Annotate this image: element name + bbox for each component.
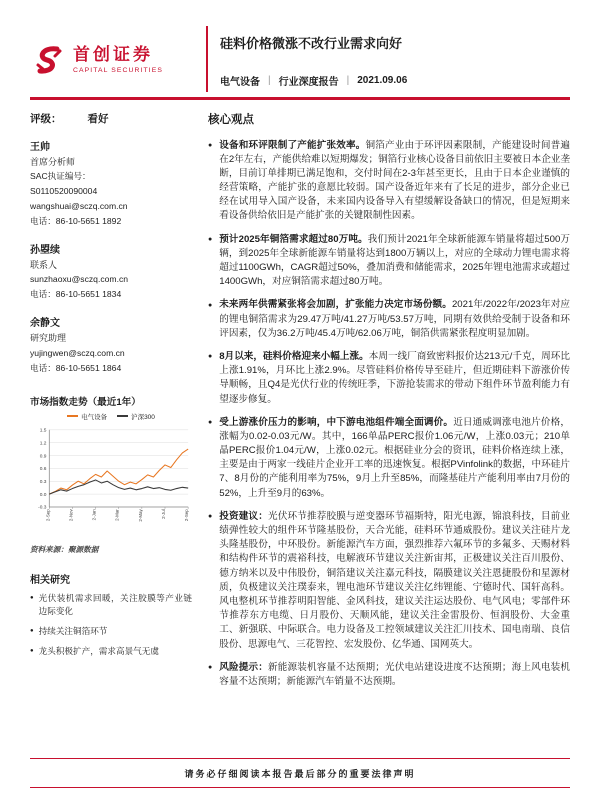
analyst-email: sunzhaoxu@sczq.com.cn bbox=[30, 274, 129, 285]
bullet-dot-icon: ● bbox=[30, 627, 34, 634]
legend-item bbox=[117, 412, 155, 421]
bullet-dot-icon: ● bbox=[208, 353, 213, 361]
core-view-body: 2021年/2022年/2023年对应的锂电铜箔需求为29.47万吨/41.27万吨/53.57万吨，同期有效供给受制于设备和环评因素，仅为36.2万吨/45.4万吨/62.06万吨，铜箔供需紧张程度明显加剧。 bbox=[219, 299, 570, 339]
core-view-item bbox=[208, 233, 570, 290]
analyst-name: 王帅 bbox=[30, 141, 50, 153]
chart-plot-area bbox=[30, 422, 192, 541]
core-view-text bbox=[219, 298, 570, 341]
bullet-dot-icon: ● bbox=[30, 647, 34, 654]
core-view-lead: 预计2025年铜箔需求超过80万吨。 bbox=[219, 233, 368, 245]
core-views-section bbox=[208, 111, 570, 699]
svg-text:2-May: 2-May bbox=[137, 509, 143, 522]
rating-row bbox=[30, 111, 192, 126]
legend-label-series1: 电气设备 bbox=[81, 413, 108, 421]
analyst-block bbox=[30, 317, 192, 375]
brand-names bbox=[73, 46, 163, 74]
core-view-body: 近日通威调涨电池片价格，涨幅为0.02-0.03元/W。其中，166单晶PERC报价1.06元/W，上涨0.03元；210单晶PERC报价1.04元/W，上涨0.02元。根据硅业分会的资讯，硅料价格连续上涨，主要是由于两家一线硅片企业开工率的迅速恢复。根据PVinfolink的数据，中环硅片7、8月份的产能利用率为75%，9月上升至85%，而隆基硅片产能利用率由7月份的52%，上升至9月的63%。 bbox=[219, 416, 571, 499]
bullet-dot-icon: ● bbox=[208, 142, 213, 149]
section-title: 核心观点 bbox=[208, 113, 254, 126]
analyst-block bbox=[30, 141, 192, 230]
analyst-name: 孙曌续 bbox=[30, 245, 60, 257]
report-title: 硅料价格微涨不改行业需求向好 bbox=[220, 36, 403, 51]
analyst-email: yujingwen@sczq.com.cn bbox=[30, 347, 125, 358]
legend-label-series2: 沪深300 bbox=[131, 413, 155, 421]
svg-text:2-Jan: 2-Jan bbox=[91, 509, 97, 521]
svg-text:0.0: 0.0 bbox=[39, 492, 47, 498]
core-view-body: 铜箔产业由于环评因素限制，产能建设时间普遍在2年左右，产能供给难以短期爆发；铜箔行业核心设备目前依旧主要被日本企业垄断，目前订单排期已满足饱和，交付时间在2-3年甚至更长，且由于日本企业谨慎的经营策略，产能扩张的意愿比较弱。国产设备近年来有了长足的进步，部分企业已经在试用导入国产设备，未来国内设备导入有望缓解设备缺口的情况，但是短期来看设备供给依旧是产能扩张的关键限制性因素。 bbox=[219, 139, 571, 222]
industry-label: 电气设备 bbox=[220, 77, 260, 88]
report-date: 2021.09.06 bbox=[357, 75, 408, 86]
bullet-dot-icon: ● bbox=[208, 419, 213, 427]
brand-block bbox=[30, 24, 206, 92]
report-type-label: 行业深度报告 bbox=[278, 77, 339, 88]
core-view-item bbox=[208, 298, 570, 341]
svg-text:0.9: 0.9 bbox=[39, 454, 47, 460]
related-research-item bbox=[30, 592, 192, 618]
svg-text:-0.3: -0.3 bbox=[38, 505, 47, 511]
analyst-email: wangshuai@sczq.com.cn bbox=[30, 200, 128, 211]
core-view-text bbox=[219, 233, 570, 290]
brand-name-cn: 首创证券 bbox=[73, 45, 153, 65]
legend-swatch-series2 bbox=[117, 415, 128, 417]
related-research bbox=[30, 571, 192, 658]
core-view-item bbox=[208, 510, 570, 652]
svg-text:2-Jul: 2-Jul bbox=[161, 509, 166, 519]
core-view-item bbox=[208, 661, 570, 689]
header-right bbox=[220, 24, 570, 90]
related-item-text: 光伏装机需求回暖，关注胶膜等产业链边际变化 bbox=[38, 592, 192, 616]
core-view-item bbox=[208, 139, 570, 224]
svg-text:2-Sep: 2-Sep bbox=[184, 509, 190, 522]
core-view-lead: 8月以来，硅料价格迎来小幅上涨。 bbox=[219, 350, 369, 362]
meta-separator: | bbox=[346, 75, 350, 86]
core-view-lead: 设备和环评限制了产能扩张效率。 bbox=[219, 139, 366, 151]
related-item-text: 龙头积极扩产，需求高景气无虞 bbox=[38, 645, 159, 656]
svg-text:2-Sep: 2-Sep bbox=[45, 509, 51, 522]
bullet-dot-icon: ● bbox=[208, 513, 213, 521]
core-view-body: 我们预计2021年全球新能源车销量将超过500万辆，到2025年全球新能源车销量将达到1800万辆以上，对应的全球动力锂电需求将超过1100GWh，CAGR超过50%，叠加消费和储能需求，2025年锂电池需求或超过1400GWh，对应铜箔需求超过80万吨。 bbox=[219, 233, 570, 288]
bullet-dot-icon: ● bbox=[208, 301, 213, 309]
core-view-text bbox=[219, 416, 570, 501]
related-research-item bbox=[30, 625, 192, 638]
core-view-text bbox=[219, 510, 570, 652]
header-rule bbox=[30, 97, 570, 100]
brand-name-en: CAPITAL SECURITIES bbox=[73, 66, 164, 74]
bullet-dot-icon: ● bbox=[208, 664, 213, 672]
analyst-sac-number: S0110520090004 bbox=[30, 185, 98, 196]
analyst-phone: 电话：86-10-5651 1864 bbox=[30, 362, 122, 373]
related-research-title: 相关研究 bbox=[30, 574, 70, 586]
legal-disclaimer: 请务必仔细阅读本报告最后部分的重要法律声明 bbox=[184, 769, 416, 779]
core-view-item bbox=[208, 350, 570, 407]
chart-title: 市场指数走势（最近1年） bbox=[30, 396, 141, 408]
bullet-dot-icon: ● bbox=[30, 594, 34, 601]
report-header bbox=[30, 24, 570, 92]
legend-swatch-series1 bbox=[67, 415, 78, 417]
bullet-list bbox=[208, 139, 570, 690]
report-meta bbox=[220, 73, 570, 90]
core-view-lead: 未来两年供需紧张将会加剧，扩张能力决定市场份额。 bbox=[219, 299, 452, 311]
chart-source: 资料来源：聚源数据 bbox=[30, 544, 99, 554]
svg-text:1.2: 1.2 bbox=[39, 441, 47, 447]
analyst-role: 首席分析师 bbox=[30, 156, 76, 167]
market-index-chart bbox=[30, 394, 192, 555]
bullet-dot-icon: ● bbox=[208, 236, 213, 244]
page-footer bbox=[30, 758, 570, 788]
analyst-sac-label: SAC执证编号： bbox=[30, 170, 91, 181]
sidebar bbox=[30, 111, 192, 699]
related-item-text: 持续关注铜箔环节 bbox=[38, 625, 108, 636]
core-view-body: 本周一线厂商致密料报价达213元/千克，周环比上涨1.91%，月环比上涨2.9%。尽管硅料价格传导至硅片，但近期硅料下游涨价传导顺畅，且Q4是光伏行业的传统旺季，下游抢装需求的带动下组件环节盈利能力有望逐步修复。 bbox=[219, 350, 570, 405]
svg-text:0.6: 0.6 bbox=[39, 467, 47, 473]
rating-label: 评级： bbox=[30, 112, 62, 125]
svg-text:0.3: 0.3 bbox=[39, 479, 47, 485]
analyst-name: 余静文 bbox=[30, 318, 60, 330]
analyst-phone: 电话：86-10-5651 1892 bbox=[30, 215, 122, 226]
analyst-role: 联系人 bbox=[30, 260, 58, 271]
svg-text:2-Mar: 2-Mar bbox=[114, 509, 120, 521]
core-view-item bbox=[208, 416, 570, 501]
related-research-item bbox=[30, 645, 192, 658]
core-view-text bbox=[219, 350, 570, 407]
analyst-block bbox=[30, 244, 192, 302]
brand-logo-icon bbox=[30, 42, 66, 78]
core-view-lead: 投资建议： bbox=[219, 510, 268, 522]
core-view-text bbox=[219, 661, 570, 689]
legend-item bbox=[67, 412, 107, 421]
meta-separator: | bbox=[268, 75, 271, 86]
svg-text:2-Nov: 2-Nov bbox=[68, 509, 74, 521]
core-view-lead: 风险提示： bbox=[219, 661, 268, 673]
rating-value: 看好 bbox=[87, 112, 109, 125]
core-view-text bbox=[219, 139, 570, 224]
header-vertical-divider bbox=[206, 26, 208, 92]
chart-legend bbox=[30, 412, 192, 421]
analyst-role: 研究助理 bbox=[30, 333, 67, 344]
core-view-body: 新能源装机容量不达预期；光伏电站建设进度不达预期；海上风电装机容量不达预期；新能源汽车销量不达预期。 bbox=[219, 661, 571, 687]
svg-text:1.5: 1.5 bbox=[39, 428, 47, 434]
core-view-body: 光伏环节推荐胶膜与逆变器环节福斯特，阳光电源，锦浪科技，目前业绩弹性较大的组件环节隆基股份，天合光能，硅料环节通威股份。建议关注硅片龙头隆基股份，中环股份。新能源汽车方面，强烈推荐六氟环节的多氟多、天赐材料和结构件环节的震裕科技，电解液环节建议关注新宙邦，正极建议关注百川股份、德方纳米以及中伟股份，铜箔建议关注嘉元科技，隔膜建议关注恩捷股份和星源材质，负极建议关注璞泰来，锂电池环节建议关注亿纬锂能、宁德时代、国轩高科。风电整机环节推荐明阳智能、金风科技，建议关注运达股份、电气风电；零部件环节推荐东方电缆、日月股份、天顺风能，建议关注金雷股份、恒润股份、大金重工、新强联、中际联合。电力设备及工控领域建议关注汇川技术、国电南瑞、良信股份、思源电气、三花智控、宏发股份、亿华通、国网英大。 bbox=[219, 510, 571, 650]
core-view-lead: 受上游涨价压力的影响，中下游电池组件端全面调价。 bbox=[219, 416, 454, 428]
analyst-phone: 电话：86-10-5651 1834 bbox=[30, 289, 122, 300]
